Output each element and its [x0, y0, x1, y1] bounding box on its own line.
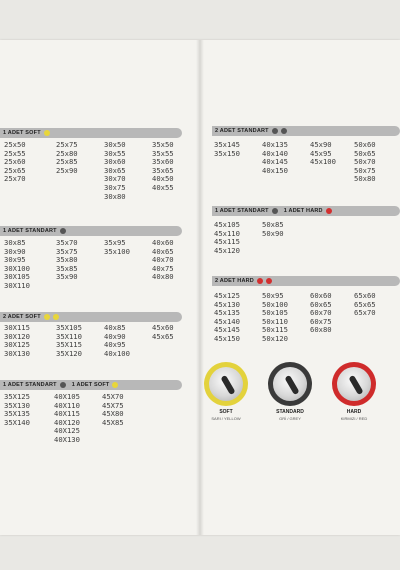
size-item: 40x140	[262, 148, 288, 158]
size-item: 40x65	[152, 246, 174, 256]
size-item: 50x70	[354, 157, 376, 167]
size-item: 50x75	[354, 165, 376, 175]
grey-dot-icon	[60, 382, 66, 388]
red-dot-icon	[257, 278, 263, 284]
size-item: 35X135	[4, 409, 30, 419]
size-item: 40x70	[152, 255, 174, 265]
grey-dot-icon	[60, 228, 66, 234]
size-item: 40x135	[262, 140, 288, 149]
size-item: 65x70	[354, 308, 376, 318]
size-item: 35x50	[152, 140, 174, 149]
size-item: 45x105	[214, 220, 240, 229]
size-item: 40x75	[152, 263, 174, 273]
size-item: 30x65	[104, 165, 126, 175]
size-column	[4, 239, 30, 291]
grey-dot-icon	[281, 128, 287, 134]
size-item: 30x85	[4, 238, 26, 247]
grey-dot-icon	[272, 208, 278, 214]
size-item: 45x115	[214, 237, 240, 247]
size-item: 40x100	[104, 348, 130, 358]
size-column	[310, 292, 332, 335]
size-item: 35x145	[214, 140, 240, 149]
size-item: 35x100	[104, 246, 130, 256]
size-column	[262, 292, 288, 344]
size-item: 35x80	[56, 255, 78, 265]
size-item: 40X110	[54, 400, 80, 410]
size-item: 35x150	[214, 148, 240, 158]
blade-color-label: SARI / YELLOW	[211, 416, 241, 421]
size-item: 60x80	[310, 325, 332, 335]
size-item: 25x65	[4, 165, 26, 175]
size-item: 35x85	[56, 263, 78, 273]
size-item: 25x60	[4, 157, 26, 167]
size-item: 25x90	[56, 165, 78, 175]
section-title: 1 ADET STANDART	[215, 208, 269, 214]
size-item: 30x90	[4, 246, 26, 256]
section-header	[0, 312, 182, 322]
size-column	[262, 141, 288, 175]
size-item: 65x60	[354, 291, 376, 300]
size-item: 45x135	[214, 308, 240, 318]
size-item: 25x50	[4, 140, 26, 149]
size-item: 40x60	[152, 238, 174, 247]
size-column	[310, 141, 336, 167]
size-column	[56, 324, 82, 358]
size-item: 45X75	[102, 400, 124, 410]
size-item: 35X130	[4, 400, 30, 410]
size-item: 45x140	[214, 316, 240, 326]
size-item: 30X110	[4, 280, 30, 290]
size-item: 40x145	[262, 157, 288, 167]
size-item: 45x130	[214, 299, 240, 309]
size-item: 50x105	[262, 308, 288, 318]
red-dot-icon	[326, 208, 332, 214]
section-title: 1 ADET SOFT	[3, 130, 41, 136]
yellow-dot-icon	[44, 130, 50, 136]
size-item: 60x60	[310, 291, 332, 300]
section-header	[212, 126, 400, 136]
size-item: 30x95	[4, 255, 26, 265]
size-column	[214, 221, 240, 255]
size-item: 40X115	[54, 409, 80, 419]
size-item: 50x85	[262, 220, 284, 229]
size-column	[102, 393, 124, 427]
size-column	[262, 221, 284, 238]
size-item: 60x75	[310, 316, 332, 326]
section-title: 1 ADET STANDART	[3, 228, 57, 234]
size-item: 50x120	[262, 333, 288, 343]
size-item: 30x50	[104, 140, 126, 149]
yellow-dot-icon	[44, 314, 50, 320]
section-header	[212, 276, 400, 286]
section-header	[212, 206, 400, 216]
size-item: 30X130	[4, 348, 30, 358]
size-item: 40X125	[54, 426, 80, 436]
size-item: 45x110	[214, 228, 240, 238]
size-item: 40x95	[104, 340, 126, 350]
blade-color-label: GRİ / GREY	[279, 416, 301, 421]
size-item: 45X80	[102, 409, 124, 419]
size-item: 45X85	[102, 417, 124, 427]
grey-dot-icon	[272, 128, 278, 134]
size-item: 25x80	[56, 148, 78, 158]
size-item: 45X70	[102, 392, 124, 401]
size-item: 60x65	[310, 299, 332, 309]
size-item: 40X105	[54, 392, 80, 401]
size-item: 40x150	[262, 165, 288, 175]
size-item: 25x70	[4, 174, 26, 184]
size-item: 35X120	[56, 348, 82, 358]
size-item: 30x55	[104, 148, 126, 158]
size-item: 30X105	[4, 272, 30, 282]
size-column	[4, 324, 30, 358]
size-item: 45x60	[152, 323, 174, 332]
size-item: 45x90	[310, 140, 332, 149]
size-column	[56, 239, 78, 282]
size-item: 30X115	[4, 323, 30, 332]
section-title-secondary: 1 ADET SOFT	[71, 382, 110, 388]
size-column	[152, 141, 174, 193]
size-item: 35X110	[56, 331, 82, 341]
size-item: 35x60	[152, 157, 174, 167]
yellow-dot-icon	[112, 382, 118, 388]
size-item: 45x120	[214, 245, 240, 255]
size-item: 25x85	[56, 157, 78, 167]
blade-type-label: HARD	[346, 409, 362, 415]
size-item: 25x75	[56, 140, 78, 149]
blade-type-legend	[204, 362, 384, 432]
section-title: 2 ADET HARD	[215, 278, 254, 284]
size-item: 35x95	[104, 238, 126, 247]
size-item: 40X130	[54, 434, 80, 444]
size-item: 45x150	[214, 333, 240, 343]
size-item: 30X120	[4, 331, 30, 341]
size-item: 35X140	[4, 417, 30, 427]
blade-type-label: SOFT	[219, 409, 233, 415]
size-item: 60x70	[310, 308, 332, 318]
section-header	[0, 380, 182, 390]
size-item: 40X120	[54, 417, 80, 427]
size-column	[56, 141, 78, 175]
size-item: 45x65	[152, 331, 174, 341]
size-item: 30x75	[104, 182, 126, 192]
size-column	[214, 292, 240, 344]
size-item: 35x70	[56, 238, 78, 247]
red-dot-icon	[266, 278, 272, 284]
size-item: 45x100	[310, 157, 336, 167]
size-item: 35x75	[56, 246, 78, 256]
section-header	[0, 226, 182, 236]
size-column	[104, 141, 126, 201]
size-item: 30X125	[4, 340, 30, 350]
size-item: 50x65	[354, 148, 376, 158]
size-item: 35X115	[56, 340, 82, 350]
size-item: 35x55	[152, 148, 174, 158]
size-column	[104, 239, 130, 256]
size-column	[152, 239, 174, 282]
size-item: 40x85	[104, 323, 126, 332]
size-item: 45x95	[310, 148, 332, 158]
size-item: 45x125	[214, 291, 240, 300]
size-column	[354, 141, 376, 184]
blade-disc-icon	[332, 362, 376, 406]
section-title: 2 ADET STANDART	[215, 128, 269, 134]
blade-disc-icon	[268, 362, 312, 406]
size-column	[4, 141, 26, 184]
size-item: 30X100	[4, 263, 30, 273]
page-fold	[196, 40, 204, 535]
blade-color-label: KIRMIZI / RED	[340, 416, 368, 421]
size-item: 50x95	[262, 291, 284, 300]
blade-disc-icon	[204, 362, 248, 406]
size-column	[104, 324, 130, 358]
size-item: 40x50	[152, 174, 174, 184]
section-title: 2 ADET SOFT	[3, 314, 41, 320]
size-item: 30x80	[104, 191, 126, 201]
size-item: 50x100	[262, 299, 288, 309]
section-title: 1 ADET STANDART	[3, 382, 57, 388]
size-item: 25x55	[4, 148, 26, 158]
blade-type-label: STANDARD	[276, 409, 304, 415]
size-item: 45x145	[214, 325, 240, 335]
size-item: 50x60	[354, 140, 376, 149]
size-item: 30x60	[104, 157, 126, 167]
size-item: 40x80	[152, 272, 174, 282]
size-item: 40x90	[104, 331, 126, 341]
size-column	[354, 292, 376, 318]
size-column	[4, 393, 30, 427]
size-item: 35X105	[56, 323, 82, 332]
size-item: 40x55	[152, 182, 174, 192]
size-item: 50x80	[354, 174, 376, 184]
size-item: 35X125	[4, 392, 30, 401]
section-header	[0, 128, 182, 138]
size-item: 50x90	[262, 228, 284, 238]
size-column	[214, 141, 240, 158]
size-item: 50x110	[262, 316, 288, 326]
size-item: 50x115	[262, 325, 288, 335]
yellow-dot-icon	[53, 314, 59, 320]
size-column	[152, 324, 174, 341]
size-item: 30x70	[104, 174, 126, 184]
size-item: 35x90	[56, 272, 78, 282]
size-item: 35x65	[152, 165, 174, 175]
section-title-secondary: 1 ADET HARD	[283, 208, 323, 214]
size-item: 65x65	[354, 299, 376, 309]
size-column	[54, 393, 80, 445]
